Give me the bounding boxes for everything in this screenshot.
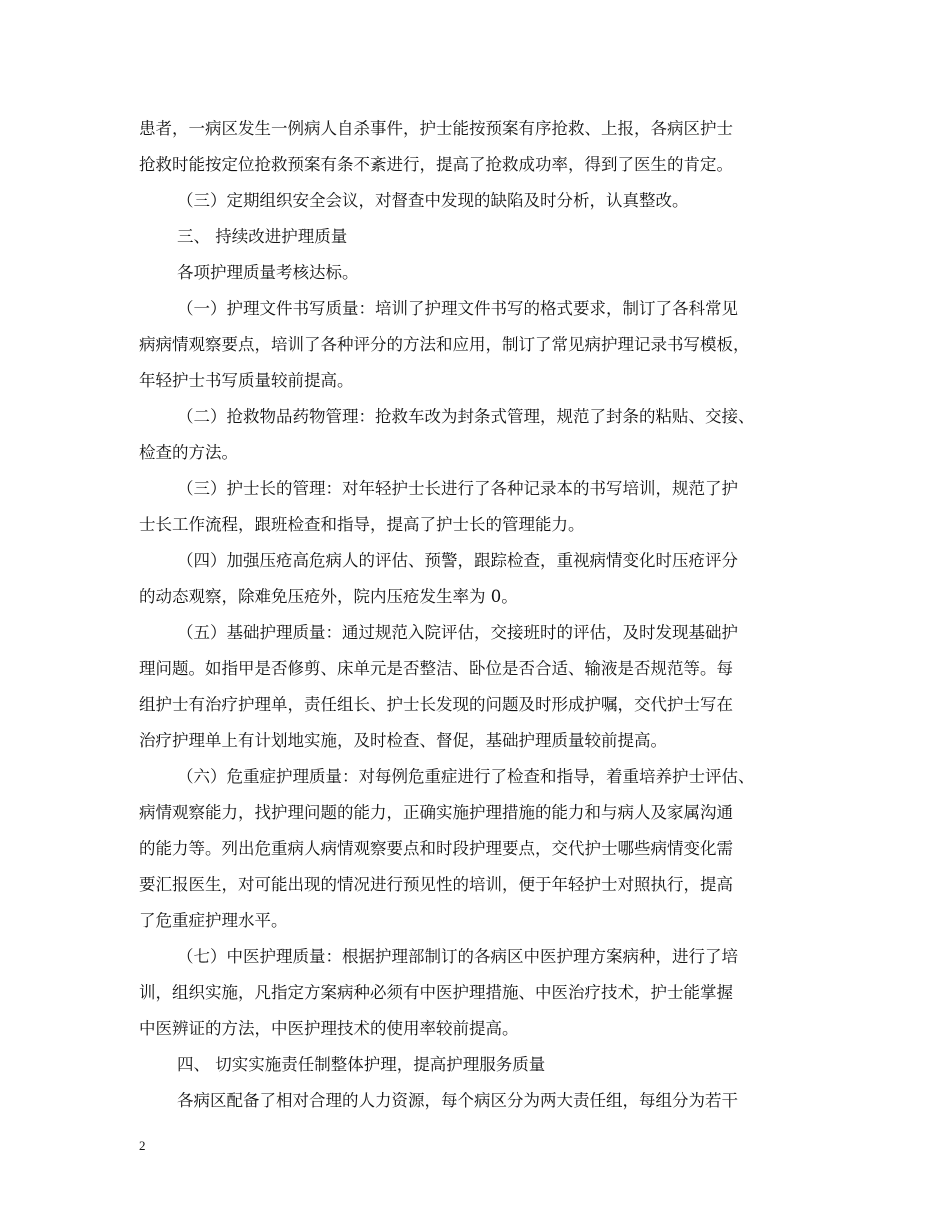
body-line: 了危重症护理水平。 — [139, 911, 288, 930]
section-item-2: （二）抢救物品药物管理：抢救车改为封条式管理，规范了封条的粘贴、交接、 — [177, 407, 755, 426]
body-line: 抢救时能按定位抢救预案有条不紊进行，提高了抢救成功率，得到了医生的肯定。 — [139, 155, 733, 174]
section-heading-4: 四、 切实实施责任制整体护理，提高护理服务质量 — [177, 1055, 546, 1074]
section-item-1: （一）护理文件书写质量：培训了护理文件书写的格式要求，制订了各科常见 — [177, 299, 738, 318]
body-line: 检查的方法。 — [139, 443, 238, 462]
body-line: 的动态观察，除难免压疮外，院内压疮发生率为 0。 — [139, 587, 518, 606]
body-line: 组护士有治疗护理单，责任组长、护士长发现的问题及时形成护嘱，交代护士写在 — [139, 695, 733, 714]
body-line: 年轻护士书写质量较前提高。 — [139, 371, 354, 390]
body-line: 中医辨证的方法，中医护理技术的使用率较前提高。 — [139, 1019, 519, 1038]
body-line: 各病区配备了相对合理的人力资源，每个病区分为两大责任组，每组分为若干 — [177, 1091, 738, 1110]
section-heading-3: 三、 持续改进护理质量 — [177, 227, 348, 246]
page-number: 2 — [139, 1138, 146, 1153]
body-line: 士长工作流程，跟班检查和指导，提高了护士长的管理能力。 — [139, 515, 585, 534]
body-line: 病病情观察要点，培训了各种评分的方法和应用，制订了常见病护理记录书写模板， — [139, 335, 750, 354]
section-item-6: （六）危重症护理质量：对每例危重症进行了检查和指导，着重培养护士评估、 — [177, 767, 755, 786]
body-line: 理问题。如指甲是否修剪、床单元是否整洁、卧位是否合适、输液是否规范等。每 — [139, 659, 733, 678]
body-line: 训，组织实施，凡指定方案病种必须有中医护理措施、中医治疗技术，护士能掌握 — [139, 983, 733, 1002]
body-line: 要汇报医生，对可能出现的情况进行预见性的培训，便于年轻护士对照执行，提高 — [139, 875, 733, 894]
body-line: 的能力等。列出危重病人病情观察要点和时段护理要点，交代护士哪些病情变化需 — [139, 839, 733, 858]
section-item-5: （五）基础护理质量：通过规范入院评估，交接班时的评估，及时发现基础护 — [177, 623, 738, 642]
body-line: 治疗护理单上有计划地实施，及时检查、督促，基础护理质量较前提高。 — [139, 731, 667, 750]
section-item-4: （四）加强压疮高危病人的评估、预警，跟踪检查，重视病情变化时压疮评分 — [177, 551, 738, 570]
body-line: 各项护理质量考核达标。 — [177, 263, 359, 282]
body-line: 患者，一病区发生一例病人自杀事件，护士能按预案有序抢救、上报，各病区护士 — [139, 119, 733, 138]
section-item-7: （七）中医护理质量：根据护理部制订的各病区中医护理方案病种，进行了培 — [177, 947, 738, 966]
section-item-3: （三）护士长的管理：对年轻护士长进行了各种记录本的书写培训，规范了护 — [177, 479, 738, 498]
body-line: 病情观察能力，找护理问题的能力，正确实施护理措施的能力和与病人及家属沟通 — [139, 803, 733, 822]
section-item-3: （三）定期组织安全会议，对督查中发现的缺陷及时分析，认真整改。 — [177, 191, 689, 210]
